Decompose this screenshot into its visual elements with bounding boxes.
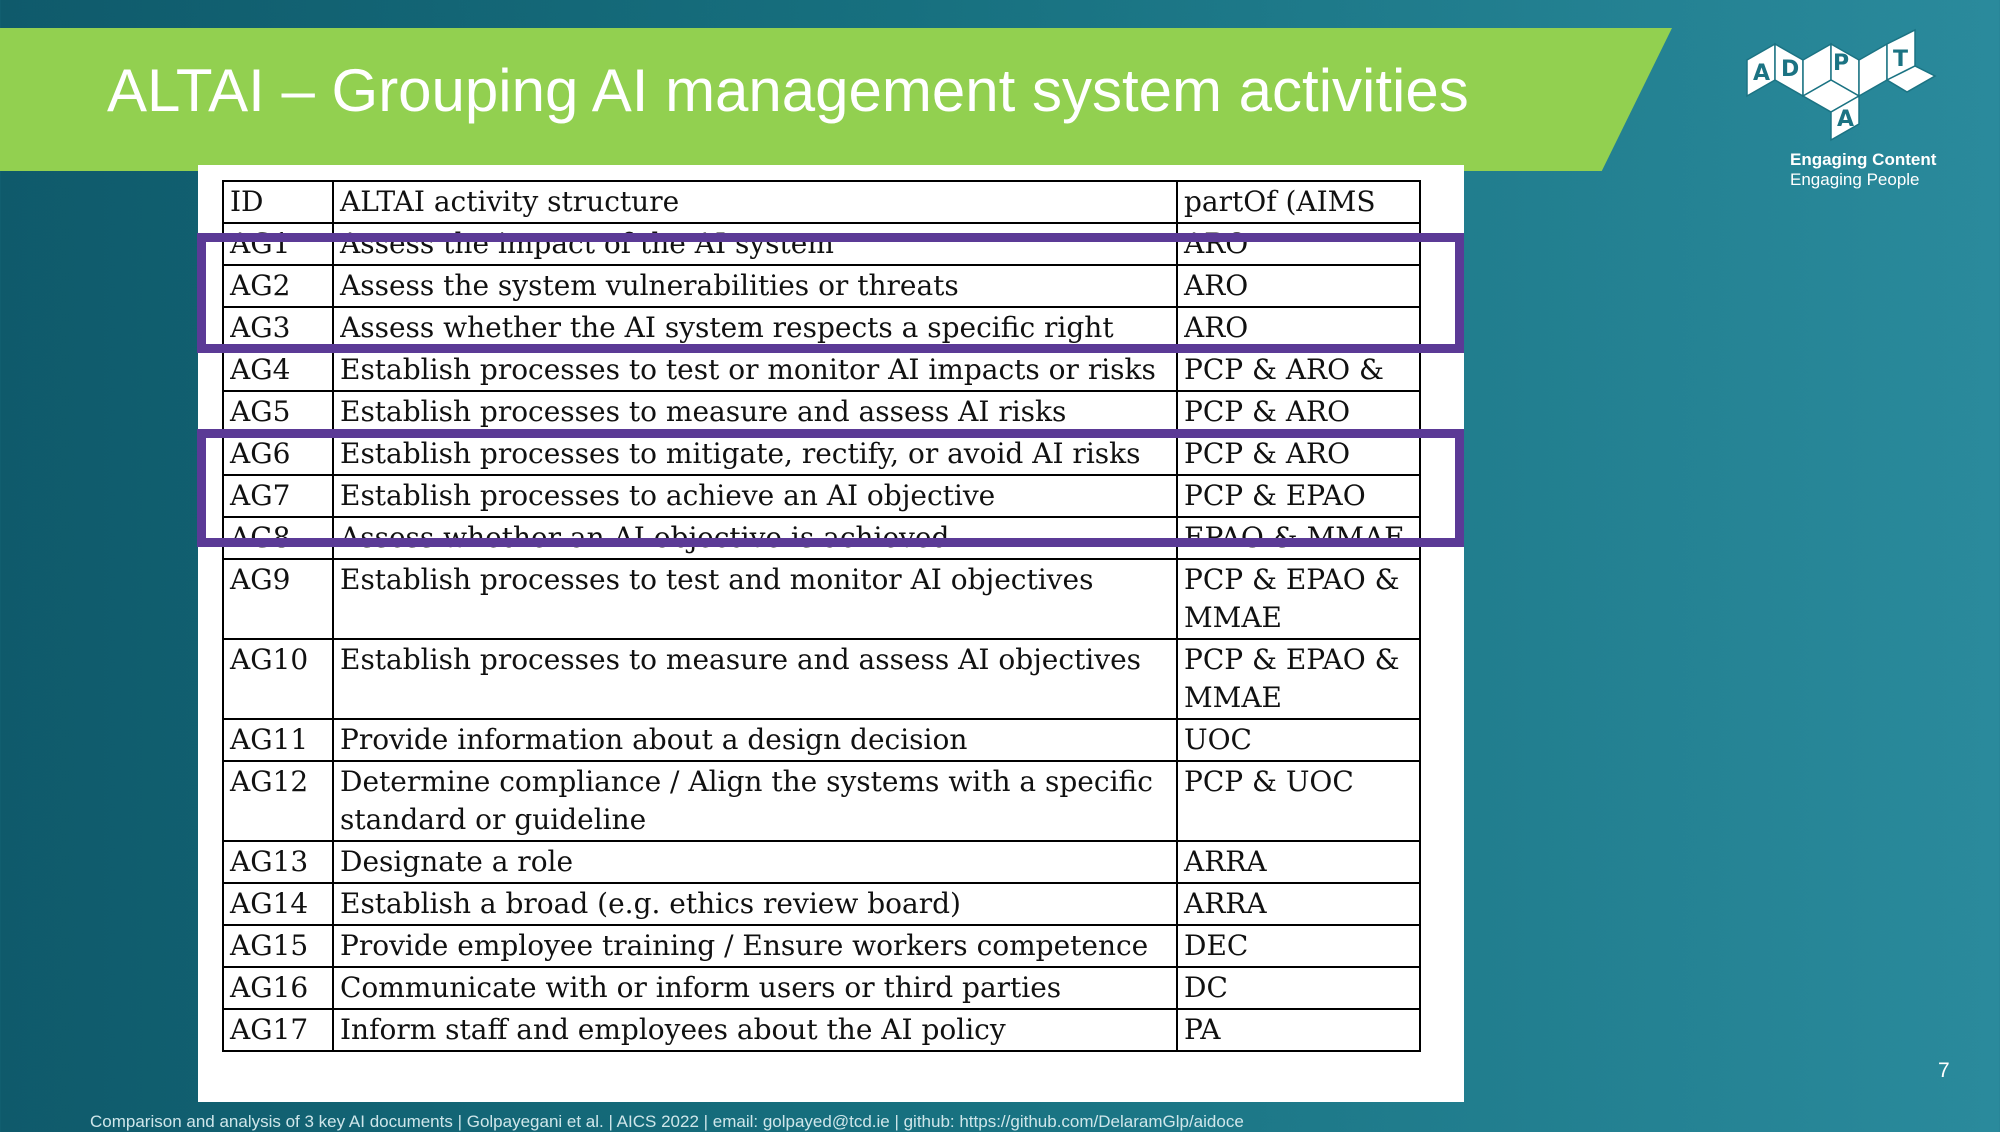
row-activity: Assess the system vulnerabilities or threats <box>333 265 1177 307</box>
page-number: 7 <box>1938 1059 1950 1082</box>
row-activity: Communicate with or inform users or third parties <box>333 967 1177 1009</box>
svg-text:T: T <box>1893 47 1909 72</box>
table-row <box>223 639 1420 719</box>
row-id: AG7 <box>223 475 333 517</box>
row-activity: Provide employee training / Ensure workers competence <box>333 925 1177 967</box>
slide-footer: Comparison and analysis of 3 key AI documents | Golpayegani et al. | AICS 2022 | email: golpayed@tcd.ie | github: https://github.com/DelaramGlp/aidoce <box>90 1112 1244 1131</box>
row-activity: Establish processes to measure and assess AI risks <box>333 391 1177 433</box>
row-partof: PA <box>1177 1009 1420 1051</box>
row-partof: ARO <box>1177 307 1420 349</box>
row-activity: Determine compliance / Align the systems with a specific standard or guideline <box>333 761 1177 841</box>
row-activity: Inform staff and employees about the AI policy <box>333 1009 1177 1051</box>
row-partof: DC <box>1177 967 1420 1009</box>
table-row <box>223 1009 1420 1051</box>
row-partof: PCP & ARO & <box>1177 349 1420 391</box>
row-partof: EPAO & MMAE <box>1177 517 1420 559</box>
header-structure: ALTAI activity structure <box>333 181 1177 223</box>
svg-text:A: A <box>1753 61 1771 86</box>
table-row <box>223 719 1420 761</box>
row-id: AG14 <box>223 883 333 925</box>
row-activity: Establish processes to mitigate, rectify, or avoid AI risks <box>333 433 1177 475</box>
table-row <box>223 349 1420 391</box>
adapt-logo <box>1745 22 1937 142</box>
row-activity: Establish processes to test or monitor AI impacts or risks <box>333 349 1177 391</box>
table-header-row <box>223 181 1420 223</box>
row-id: AG9 <box>223 559 333 639</box>
row-partof: PCP & EPAO & MMAE <box>1177 559 1420 639</box>
row-partof: UOC <box>1177 719 1420 761</box>
tagline-line2: Engaging People <box>1790 170 1920 189</box>
svg-text:A: A <box>1837 107 1855 132</box>
highlight-box-ag1-ag2 <box>197 233 1464 353</box>
row-partof: ARO <box>1177 265 1420 307</box>
svg-text:P: P <box>1833 51 1850 76</box>
svg-text:D: D <box>1781 57 1800 82</box>
table-row <box>223 559 1420 639</box>
slide-title: ALTAI – Grouping AI management system activities <box>107 57 1469 124</box>
row-id: AG2 <box>223 265 333 307</box>
row-partof: PCP & EPAO & MMAE <box>1177 639 1420 719</box>
row-id: AG8 <box>223 517 333 559</box>
highlight-box-ag5-ag6 <box>197 429 1464 547</box>
row-partof: ARRA <box>1177 883 1420 925</box>
row-id: AG11 <box>223 719 333 761</box>
row-activity: Establish processes to test and monitor AI objectives <box>333 559 1177 639</box>
row-partof: ARO <box>1177 223 1420 265</box>
table-row <box>223 841 1420 883</box>
tagline-line1: Engaging Content <box>1790 150 1937 169</box>
table-row <box>223 925 1420 967</box>
header-partof: partOf (AIMS <box>1177 181 1420 223</box>
table-row <box>223 883 1420 925</box>
row-partof: DEC <box>1177 925 1420 967</box>
row-id: AG15 <box>223 925 333 967</box>
table-row <box>223 967 1420 1009</box>
row-id: AG6 <box>223 433 333 475</box>
row-activity: Establish processes to achieve an AI objective <box>333 475 1177 517</box>
header-id: ID <box>223 181 333 223</box>
row-activity: Designate a role <box>333 841 1177 883</box>
row-activity: Assess whether an AI objective is achieved <box>333 517 1177 559</box>
row-id: AG10 <box>223 639 333 719</box>
row-partof: PCP & UOC <box>1177 761 1420 841</box>
logo-tagline <box>1790 150 1936 190</box>
row-id: AG13 <box>223 841 333 883</box>
row-id: AG5 <box>223 391 333 433</box>
row-activity: Establish a broad (e.g. ethics review board) <box>333 883 1177 925</box>
table-row <box>223 761 1420 841</box>
row-activity: Provide information about a design decision <box>333 719 1177 761</box>
row-id: AG3 <box>223 307 333 349</box>
table-row <box>223 391 1420 433</box>
row-id: AG16 <box>223 967 333 1009</box>
row-partof: PCP & ARO <box>1177 391 1420 433</box>
row-activity: Establish processes to measure and assess AI objectives <box>333 639 1177 719</box>
row-activity: Assess the impact of the AI system <box>333 223 1177 265</box>
row-id: AG17 <box>223 1009 333 1051</box>
row-id: AG4 <box>223 349 333 391</box>
row-activity: Assess whether the AI system respects a specific right <box>333 307 1177 349</box>
row-id: AG12 <box>223 761 333 841</box>
row-partof: PCP & EPAO <box>1177 475 1420 517</box>
row-partof: PCP & ARO <box>1177 433 1420 475</box>
row-partof: ARRA <box>1177 841 1420 883</box>
row-id: AG1 <box>223 223 333 265</box>
